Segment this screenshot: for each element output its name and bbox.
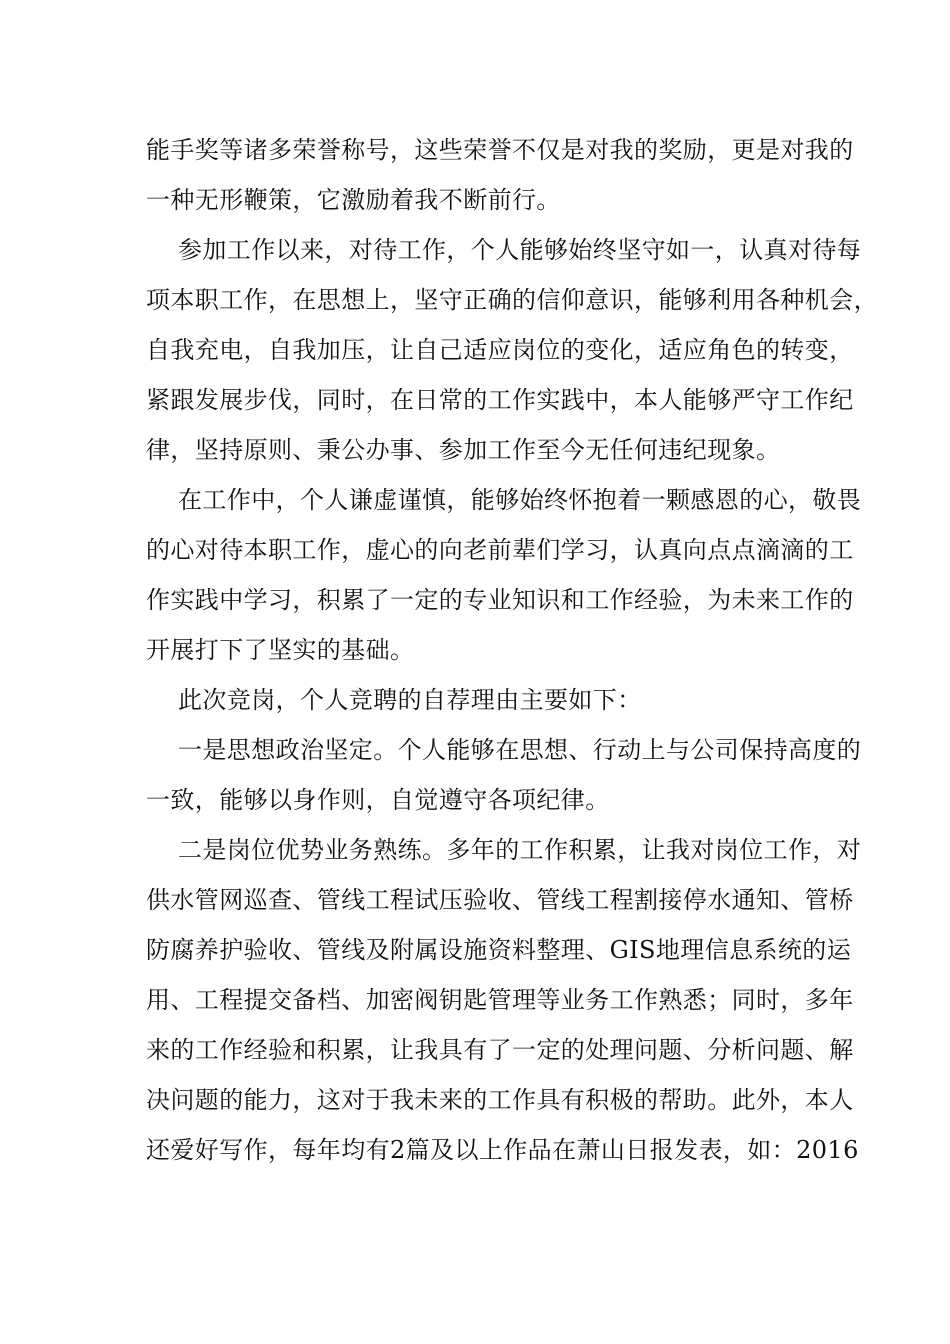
text-line: 律，坚持原则、秉公办事、参加工作至今无任何违纪现象。 [146, 436, 781, 464]
text-line: 作实践中学习，积累了一定的专业知识和工作经验，为未来工作的 [146, 586, 854, 614]
text-line: 防腐养护验收、管线及附属设施资料整理、GIS地理信息系统的运 [146, 936, 852, 964]
text-line: 还爱好写作，每年均有2篇及以上作品在萧山日报发表，如：2016 [146, 1136, 859, 1164]
text-line: 的心对待本职工作，虚心的向老前辈们学习，认真向点点滴滴的工 [146, 536, 854, 564]
text-line: 在工作中，个人谦虚谨慎，能够始终怀抱着一颗感恩的心，敬畏 [178, 486, 862, 514]
text-line: 开展打下了坚实的基础。 [146, 636, 415, 664]
text-line: 二是岗位优势业务熟练。多年的工作积累，让我对岗位工作，对 [178, 836, 862, 864]
text-line: 一致，能够以身作则，自觉遵守各项纪律。 [146, 786, 610, 814]
text-line: 供水管网巡查、管线工程试压验收、管线工程割接停水通知、管桥 [146, 886, 854, 914]
text-line: 一是思想政治坚定。个人能够在思想、行动上与公司保持高度的 [178, 736, 862, 764]
text-line: 能手奖等诸多荣誉称号，这些荣誉不仅是对我的奖励，更是对我的 [146, 136, 854, 164]
text-line: 项本职工作，在思想上，坚守正确的信仰意识，能够利用各种机会， [146, 286, 878, 314]
text-line: 此次竞岗，个人竞聘的自荐理由主要如下： [178, 686, 642, 714]
text-line: 来的工作经验和积累，让我具有了一定的处理问题、分析问题、解 [146, 1036, 854, 1064]
text-line: 决问题的能力，这对于我未来的工作具有积极的帮助。此外，本人 [146, 1086, 854, 1114]
text-line: 一种无形鞭策，它激励着我不断前行。 [146, 186, 561, 214]
text-line: 自我充电，自我加压，让自己适应岗位的变化，适应角色的转变， [146, 336, 854, 364]
text-line: 用、工程提交备档、加密阀钥匙管理等业务工作熟悉；同时，多年 [146, 986, 854, 1014]
text-line: 紧跟发展步伐，同时，在日常的工作实践中，本人能够严守工作纪 [146, 386, 854, 414]
text-line: 参加工作以来，对待工作，个人能够始终坚守如一，认真对待每 [178, 236, 862, 264]
